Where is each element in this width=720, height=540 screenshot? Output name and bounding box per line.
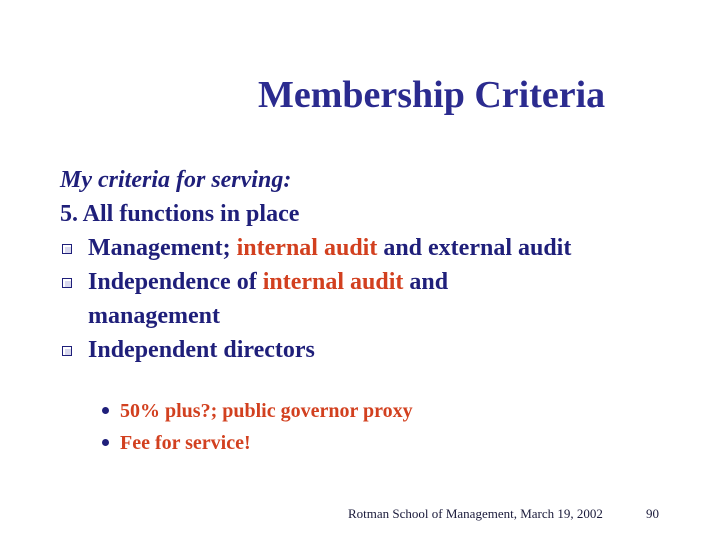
slide-title: Membership Criteria <box>258 74 606 116</box>
square-bullet-icon <box>62 278 72 288</box>
section-heading: 5. All functions in place <box>60 201 300 227</box>
page-number: 90 <box>646 506 659 521</box>
dot-bullet-icon <box>102 439 109 446</box>
slide-subtitle: My criteria for serving: <box>60 167 292 193</box>
slide-body <box>60 163 700 367</box>
bullet-item-2 <box>60 265 518 333</box>
sub-bullet-item-2 <box>100 427 413 459</box>
sub-bullet-item-1 <box>100 395 413 427</box>
bullet-2-part-2: internal audit <box>262 269 404 295</box>
bullet-item-3 <box>60 333 700 367</box>
bullet-2-part-1: Independence of <box>88 269 263 295</box>
bullet-3-part-1: Independent directors <box>88 337 315 363</box>
sub-bullet-2-text: Fee for service! <box>120 432 251 454</box>
slide-footer: Rotman School of Management, March 19, 2002 <box>348 506 603 521</box>
sub-bullet-list <box>100 395 413 459</box>
bullet-2-part-3: and management <box>88 269 449 329</box>
sub-bullet-1-text: 50% plus?; public governor proxy <box>120 400 413 422</box>
bullet-1-part-2: internal audit <box>236 235 378 261</box>
bullet-item-1 <box>60 231 700 265</box>
bullet-1-part-3: and external audit <box>377 235 572 261</box>
bullet-1-part-1: Management; <box>88 235 237 261</box>
square-bullet-icon <box>62 346 72 356</box>
square-bullet-icon <box>62 244 72 254</box>
dot-bullet-icon <box>102 407 109 414</box>
